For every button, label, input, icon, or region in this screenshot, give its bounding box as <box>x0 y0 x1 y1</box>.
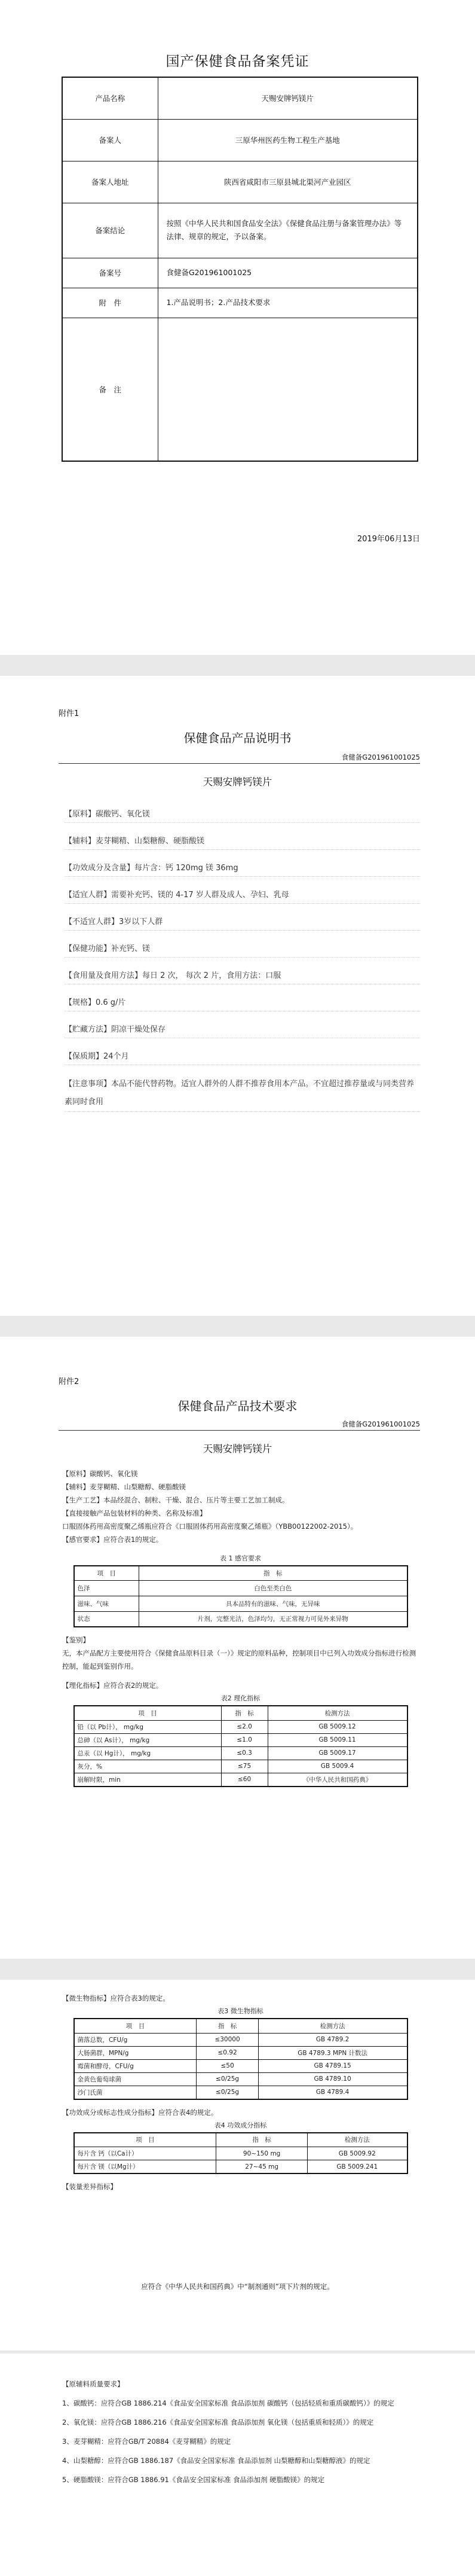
manual-item: 【原料】碳酸钙、氧化镁 <box>65 806 420 823</box>
tech-title: 保健食品产品技术要求 <box>177 1399 298 1413</box>
certificate-row <box>62 77 418 119</box>
manual-item: 【食用量及食用方法】每日 2 次， 每次 2 片，食用方法：口服 <box>65 968 420 984</box>
certificate-label: 产品名称 <box>62 77 158 119</box>
tech-line: 【辅料】麦芽糊精、山梨糖醇、硬脂酸镁 <box>62 1483 186 1491</box>
table-cell: ≤0.92 <box>197 2046 258 2059</box>
table-header-cell: 检测方法 <box>268 1706 407 1720</box>
net-title: 【装量差异指标】 <box>62 2182 117 2191</box>
table-cell: GB 5009.4 <box>268 1760 407 1773</box>
table-cell: GB 4789.2 <box>258 2033 407 2046</box>
tech-body-1 <box>62 1467 419 1787</box>
table-row <box>74 2072 407 2086</box>
table-cell: GB 4789.4 <box>258 2086 407 2099</box>
table-row <box>74 1746 407 1760</box>
raw-material-item: 1、碳酸钙：应符合GB 1886.214《食品安全国家标准 食品添加剂 碳酸钙（包括轻质和重质碳酸钙）》的规定 <box>62 2399 394 2407</box>
product-name: 天赐安牌钙镁片 <box>203 1443 272 1455</box>
certificate-label: 备案号 <box>62 258 158 288</box>
table-header-cell: 项 目 <box>74 2019 197 2033</box>
table-header-cell: 指 标 <box>221 1706 268 1720</box>
table-cell: GB 5009.12 <box>268 1720 407 1733</box>
table-cell: ≤2.0 <box>221 1720 268 1733</box>
table-cell: GB 4789.15 <box>258 2059 407 2072</box>
identification-title: 【鉴别】 <box>62 1636 90 1644</box>
certificate-label: 备案人 <box>62 119 158 161</box>
table-cell: 每片含 镁（以Mg计） <box>74 2160 216 2174</box>
certificate-row <box>62 318 418 461</box>
table-cell: GB 5009.17 <box>268 1746 407 1760</box>
tech-line: 【生产工艺】本品经混合、制粒、干燥、混合、压片等主要工艺加工制成。 <box>62 1496 289 1504</box>
table-caption: 表 1 感官要求 <box>220 1554 261 1562</box>
table-header-cell: 项 目 <box>74 1566 139 1580</box>
table-cell: GB 5009.11 <box>268 1733 407 1746</box>
table-cell: ≤0/25g <box>197 2072 258 2086</box>
table-cell: ≤1.0 <box>221 1733 268 1746</box>
table-header-cell: 项 目 <box>74 1706 222 1720</box>
certificate-value: 1.产品说明书；2.产品技术要求 <box>158 288 418 318</box>
header-rule <box>59 763 420 764</box>
certificate-row <box>62 288 418 318</box>
table-header-cell: 检测方法 <box>308 2133 407 2147</box>
table-cell: 《中华人民共和国药典》 <box>268 1773 407 1787</box>
table-cell: GB 4789.3 MPN 计数法 <box>258 2046 407 2059</box>
tech-body-2 <box>62 1992 419 2193</box>
table-cell: ≤60 <box>221 1773 268 1787</box>
table-header-cell: 指 标 <box>139 1566 407 1580</box>
certificate-value: 陕西省咸阳市三原县城北渠河产业园区 <box>158 161 418 203</box>
table-cell: 90~150 mg <box>216 2147 308 2160</box>
table-cell: 具本品特有的滋味、气味，无异味 <box>139 1596 407 1611</box>
table-row <box>74 2086 407 2099</box>
certificate-value: 三原华州医药生物工程生产基地 <box>158 119 418 161</box>
manual-title: 保健食品产品说明书 <box>183 731 292 745</box>
table-cell: ≤50 <box>197 2059 258 2072</box>
table-cell: 沙门氏菌 <box>74 2086 197 2099</box>
tech-page-3 <box>0 2354 475 2576</box>
tech-page-2 <box>0 1980 475 2351</box>
certificate-page <box>0 0 475 655</box>
table-cell: 状态 <box>74 1611 139 1627</box>
table-header-cell: 项 目 <box>74 2133 216 2147</box>
micro-table <box>73 2018 408 2100</box>
manual-page <box>0 676 475 1316</box>
manual-item: 【规格】0.6 g/片 <box>65 995 420 1011</box>
table-row <box>74 1733 407 1746</box>
raw-material-item: 5、硬脂酸镁：应符合GB 1886.91《食品安全国家标准 食品添加剂 硬脂酸镁》的规定 <box>62 2476 325 2484</box>
func-table <box>73 2132 408 2175</box>
certificate-table <box>62 77 418 462</box>
table-row <box>74 1760 407 1773</box>
table-caption: 表4 功效成分指标 <box>214 2121 267 2129</box>
manual-body <box>65 806 420 1122</box>
table-row <box>74 1720 407 1733</box>
certificate-label: 备 注 <box>62 318 158 461</box>
manual-item: 【保健功能】补充钙、镁 <box>65 941 420 958</box>
certificate-value: 食健备G201961001025 <box>158 258 418 288</box>
header-rule <box>59 1430 420 1431</box>
table-row <box>74 2160 407 2174</box>
tech-line: 【感官要求】应符合表1的规定。 <box>62 1535 163 1544</box>
certificate-row <box>62 203 418 258</box>
manual-item: 【功效成分及含量】每片含：钙 120mg 镁 36mg <box>65 860 420 877</box>
certificate-label: 备案结论 <box>62 203 158 258</box>
table-cell: GB 4789.10 <box>258 2072 407 2086</box>
table-header-cell: 检测方法 <box>258 2019 407 2033</box>
table-caption: 表3 微生物指标 <box>217 2007 263 2015</box>
table-cell: 滋味、气味 <box>74 1596 139 1611</box>
table-cell: GB 5009.241 <box>308 2160 407 2174</box>
certificate-value <box>158 318 418 461</box>
table-cell: 每片含 钙（以Ca计） <box>74 2147 216 2160</box>
table-cell: 片剂，完整光洁，色泽均匀，无正常视力可见外来异物 <box>139 1611 407 1627</box>
tech-page-1 <box>0 1337 475 1959</box>
table-cell: 27~45 mg <box>216 2160 308 2174</box>
identification-text: 无，本产品配方主要使用符合《保健食品原料目录（一）》规定的原料品种，控制项目中已列入功效成分指标进行检测控制，能起到鉴别作用。 <box>62 1649 416 1670</box>
tech-line: 口服固体药用高密度聚乙烯瓶应符合《口服固体药用高密度聚乙烯瓶》（YBB00122002-2015）。 <box>62 1522 358 1531</box>
attachment-label: 附件1 <box>59 709 79 718</box>
certificate-value: 按照《中华人民共和国食品安全法》《保健食品注册与备案管理办法》等法律、规章的规定，予以备案。 <box>158 203 418 258</box>
certificate-row <box>62 258 418 288</box>
table-row <box>74 1596 407 1611</box>
table-cell: 大肠菌群，MPN/g <box>74 2046 197 2059</box>
tech-line: 【直接接触产品包装材料的种类、名称及标准】 <box>62 1509 207 1517</box>
manual-item: 【保质期】24个月 <box>65 1048 420 1065</box>
table-row <box>74 2059 407 2072</box>
manual-item: 【贮藏方法】阴凉干燥处保存 <box>65 1022 420 1038</box>
manual-item: 【注意事项】本品不能代替药物。适宜人群外的人群不推荐食用本产品。不宜超过推荐量或与同类营养素同时食用 <box>65 1075 420 1112</box>
raw-title: 【原辅料质量要求】 <box>62 2380 124 2388</box>
table-row <box>74 2147 407 2160</box>
table-cell: 铅（以 Pb计）， mg/kg <box>74 1720 222 1733</box>
filing-number: 食健备G201961001025 <box>341 753 420 761</box>
net-note: 应符合《中华人民共和国药典》中“制剂通则”项下片剂的规定。 <box>141 2282 334 2291</box>
product-name: 天赐安牌钙镁片 <box>203 776 272 788</box>
physchem-table <box>73 1705 408 1787</box>
func-intro: 【功效成分或标志性成分指标】应符合表4的规定。 <box>62 2108 218 2117</box>
table-cell: ≤75 <box>221 1760 268 1773</box>
raw-material-item: 2、氧化镁：应符合GB 1886.216《食品安全国家标准 食品添加剂 氧化镁（包括重质和轻质）》的规定 <box>62 2418 374 2426</box>
tech-body-3 <box>62 2377 419 2492</box>
certificate-row <box>62 119 418 161</box>
table-cell: ≤30000 <box>197 2033 258 2046</box>
sensory-table <box>73 1565 408 1627</box>
table-caption: 表2 理化指标 <box>220 1694 261 1702</box>
manual-item: 【不适宜人群】3岁以下人群 <box>65 914 420 931</box>
attachment-label: 附件2 <box>59 1377 79 1386</box>
table-cell: 色泽 <box>74 1580 139 1596</box>
table-row <box>74 1580 407 1596</box>
table-cell: 总砷（以 As计）， mg/kg <box>74 1733 222 1746</box>
table-row <box>74 1611 407 1627</box>
tech-line: 【原料】碳酸钙、氧化镁 <box>62 1470 138 1478</box>
certificate-value: 天赐安牌钙镁片 <box>158 77 418 119</box>
certificate-title: 国产保健食品备案凭证 <box>166 54 309 69</box>
table-header-cell: 指 标 <box>216 2133 308 2147</box>
table-cell: 白色至类白色 <box>139 1580 407 1596</box>
certificate-label: 附 件 <box>62 288 158 318</box>
table-cell: 总汞（以 Hg计）， mg/kg <box>74 1746 222 1760</box>
manual-item: 【适宜人群】需要补充钙、镁的 4-17 岁人群及成人、孕妇、乳母 <box>65 887 420 904</box>
raw-material-item: 4、山梨糖醇：应符合GB 1886.187《食品安全国家标准 食品添加剂 山梨糖醇和山梨糖醇液》的规定 <box>62 2456 370 2465</box>
certificate-label: 备案人地址 <box>62 161 158 203</box>
table-cell: 崩解时限，min <box>74 1773 222 1787</box>
table-row <box>74 2033 407 2046</box>
certificate-date: 2019年06月13日 <box>357 535 420 544</box>
table-row <box>74 1773 407 1787</box>
raw-material-item: 3、麦芽糊精：应符合GB/T 20884《麦芽糊精》的规定 <box>62 2437 231 2446</box>
table-header-cell: 指 标 <box>197 2019 258 2033</box>
table-cell: ≤0.3 <box>221 1746 268 1760</box>
table-cell: ≤0/25g <box>197 2086 258 2099</box>
micro-intro: 【微生物指标】应符合表3的规定。 <box>62 1994 170 2002</box>
filing-number: 食健备G201961001025 <box>341 1420 420 1428</box>
table-row <box>74 2046 407 2059</box>
table-cell: GB 5009.92 <box>308 2147 407 2160</box>
table-cell: 金黄色葡萄球菌 <box>74 2072 197 2086</box>
physchem-intro: 【理化指标】应符合表2的规定。 <box>62 1681 163 1690</box>
certificate-row <box>62 161 418 203</box>
table-cell: 霉菌和酵母，CFU/g <box>74 2059 197 2072</box>
table-cell: 灰分，% <box>74 1760 222 1773</box>
manual-item: 【辅料】麦芽糊精、山梨糖醇、硬脂酸镁 <box>65 833 420 850</box>
table-cell: 菌落总数，CFU/g <box>74 2033 197 2046</box>
